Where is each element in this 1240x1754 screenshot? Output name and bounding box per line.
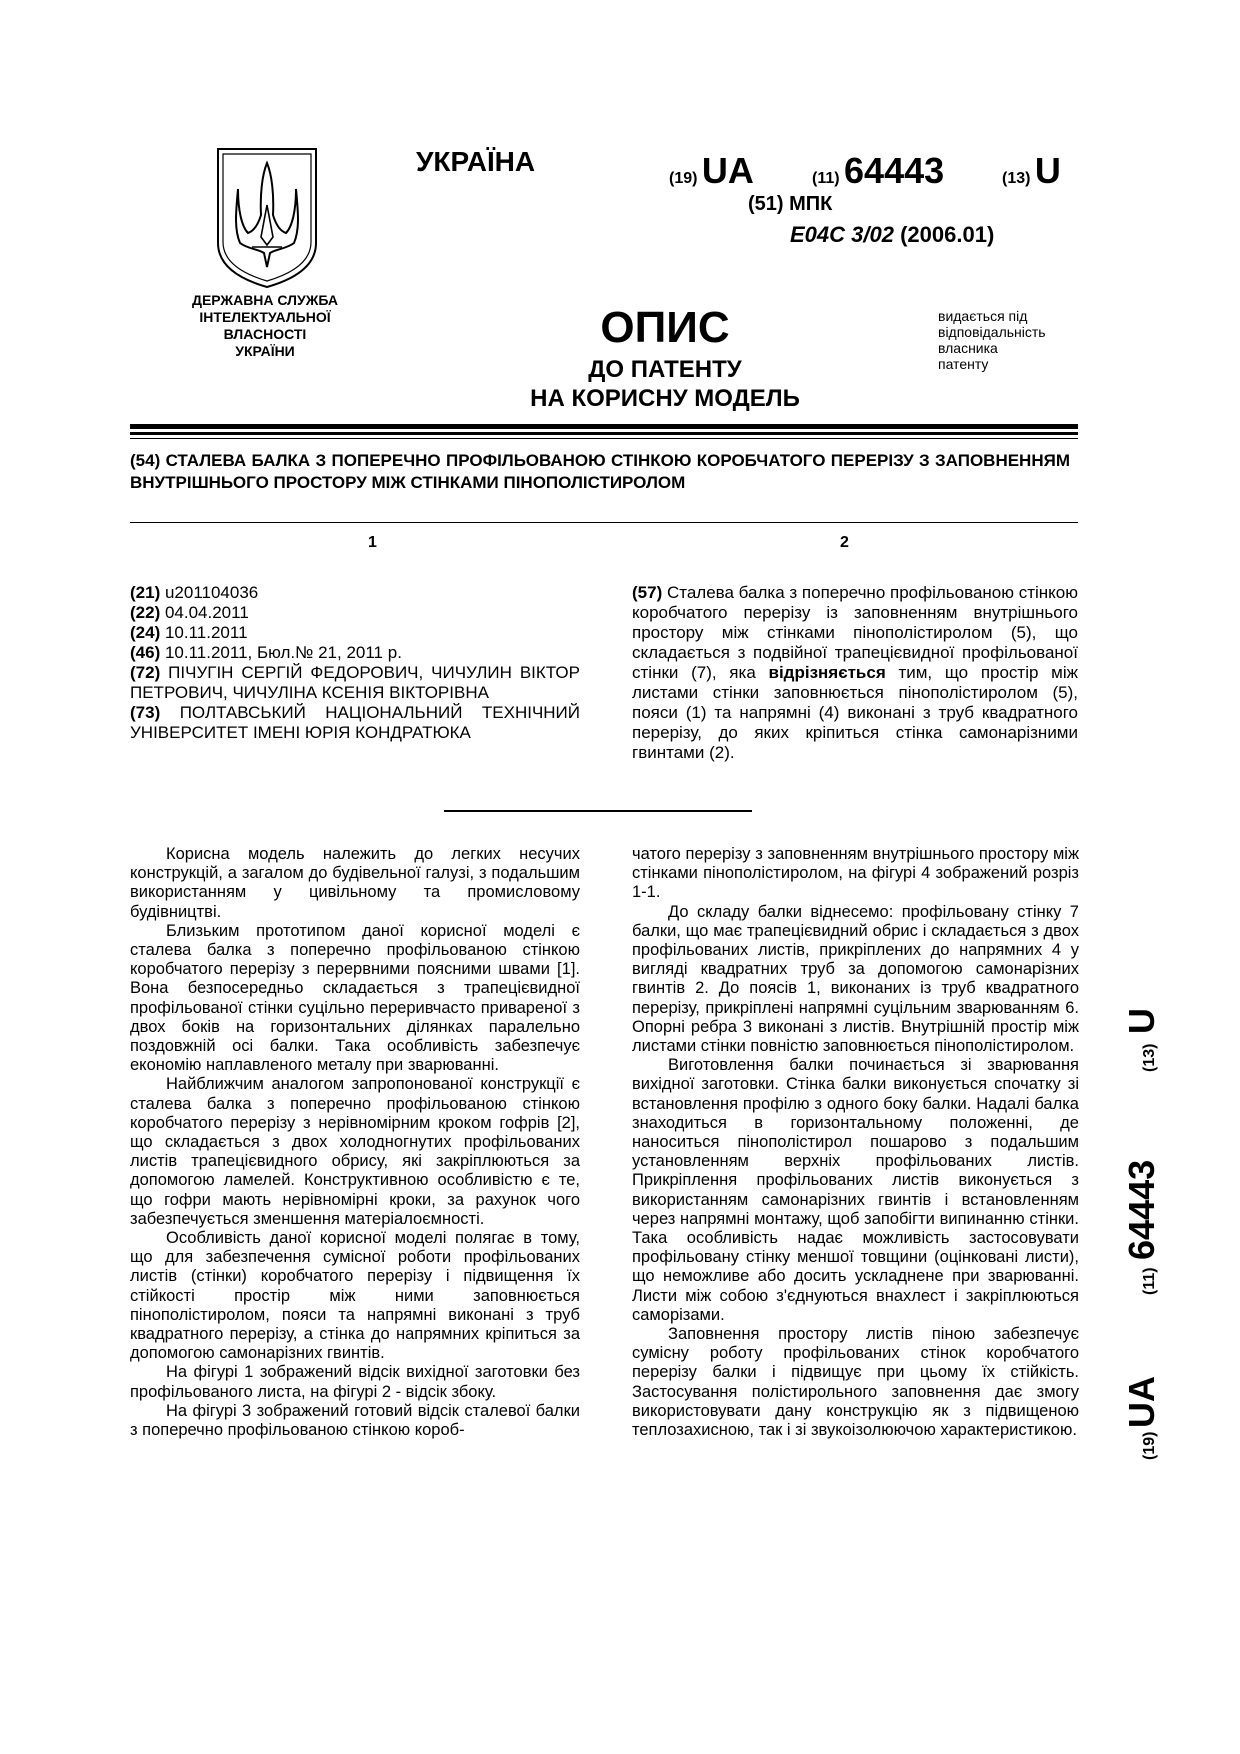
application-number: (21) u201104036 [130, 583, 259, 602]
header-rule-thin [130, 438, 1078, 439]
paragraph: Заповнення простору листів піною забезпечує сумісну роботу профільованих стінок коробчатого перерізу балки і підвищує при цьому їх стійкість. Застосування полістирольного заповнення дає змогу використовувати дану конструкцію як з підвищеною теплозахисною, так і зі звукоізолюючою характеристикою. [632, 1325, 1079, 1440]
document-title: ОПИС [600, 303, 730, 352]
side-patent-stamp [1110, 980, 1170, 1460]
country-code: (19) UA [669, 150, 754, 191]
invention-title: (54) СТАЛЕВА БАЛКА З ПОПЕРЕЧНО ПРОФІЛЬОВАНОЮ СТІНКОЮ КОРОБЧАТОГО ПЕРЕРІЗУ З ЗАПОВНЕННЯМ ВНУТРІШНЬОГО ПРОСТОРУ МІЖ СТІНКАМИ ПІНОПОЛІСТИРОЛОМ [130, 451, 1070, 492]
side-value-13: U [1121, 1008, 1162, 1034]
side-value-11: 64443 [1121, 1159, 1162, 1260]
paragraph: чатого перерізу з заповненням внутрішнього простору між стінками пінополістиролом, на фігурі 4 зображений розріз 1-1. [632, 845, 1079, 902]
paragraph: Корисна модель належить до легких несучих конструкцій, а загалом до будівельної галузі, з подальшим використанням у цивільному та промисловому будівництві. [130, 845, 580, 921]
country-name: УКРАЇНА [416, 146, 536, 177]
paragraph: Найближчим аналогом запропонованої конструкції є сталева балка з поперечно профільованою стінкою коробчатого перерізу з нерівномірним кроком гофрів [2], що складається з двох холодногнутих профільованих листів трапецієвидного обрису, які закріплюються за допомогою ламелей. Конструктивною особливістю є те, що гофри мають нерівномірні кроки, за рахунок чого забезпечується зменшення матеріалоємності. [130, 1075, 580, 1228]
header-rule-thick [130, 424, 1078, 429]
side-value-19: UA [1121, 1376, 1162, 1428]
inventors: (72) ПІЧУГІН СЕРГІЙ ФЕДОРОВИЧ, ЧИЧУЛИН ВІКТОР ПЕТРОВИЧ, ЧИЧУЛІНА КСЕНІЯ ВІКТОРІВНА [130, 663, 580, 702]
ipc-label: (51) МПК [748, 193, 833, 215]
claim-text: (57) Сталева балка з поперечно профільованою стінкою коробчатого перерізу із заповненням внутрішнього простору між стінками пінополістиролом (5), що складається з подвійної трапецієвидної профільованої стінки (7), яка відрізняється тим, що простір між листами стінки заповнюється пінополістиролом (5), пояси (1) та напрямні (4) виконані з труб квадратного перерізу, до яких кріпиться стінка самонарізними гвинтами (2). [632, 583, 1079, 762]
patent-number: (11) 64443 [812, 150, 945, 191]
title-rule [130, 522, 1078, 523]
paragraph: На фігурі 3 зображений готовий відсік сталевої балки з поперечно профільованою стінкою короб- [130, 1401, 580, 1440]
paragraph: Особливість даної корисної моделі полягає в тому, що для забезпечення сумісної роботи профільованих листів (стінки) коробчатого перерізу і підвищення їх стійкості простір між ними заповнюється пінополістиролом, пояси та напрямні виконані з труб квадратного перерізу, а стінка до напрямних кріпиться за допомогою самонарізних гвинтів. [130, 1229, 580, 1363]
header-rule-medium [130, 432, 1078, 435]
paragraph: На фігурі 1 зображений відсік вихідної заготовки без профільованого листа, на фігурі 2 - відсік збоку. [130, 1363, 580, 1401]
side-label-11: (11) [1141, 1267, 1158, 1295]
paragraph: До складу балки віднесемо: профільовану стінку 7 балки, що має трапецієвидний обрис і складається з двох профільованих листів, прикріплених до напрямних 4 у вигляді квадратних труб за допомогою самонарізних гвинтів 2. До поясів 1, виконаних із труб квадратного перерізу, прикріплені напрямні суцільним зварюванням 6. Опорні ребра 3 виконані з листів. Внутрішній простір між листами стінки повністю заповнюється пінополістиролом. [632, 902, 1079, 1056]
column-number-1: 1 [368, 534, 377, 551]
side-label-19: (19) [1141, 1431, 1158, 1460]
owner-responsibility-note: видається під відповідальність власника патенту [938, 308, 1046, 372]
agency-name: ДЕРЖАВНА СЛУЖБА ІНТЕЛЕКТУАЛЬНОЇ ВЛАСНОСТІ УКРАЇНИ [191, 292, 339, 359]
coat-of-arms-icon [214, 145, 320, 291]
effective-date: (24) 10.11.2011 [130, 623, 248, 642]
ipc-classification: E04C 3/02 (2006.01) [790, 222, 995, 247]
description-left-column [130, 845, 580, 1440]
patent-owner: (73) ПОЛТАВСЬКИЙ НАЦІОНАЛЬНИЙ ТЕХНІЧНИЙ УНІВЕРСИТЕТ ІМЕНІ ЮРІЯ КОНДРАТЮКА [130, 703, 580, 742]
document-kind: (13) U [1002, 150, 1061, 191]
section-divider [444, 810, 752, 812]
document-subtitle: ДО ПАТЕНТУ НА КОРИСНУ МОДЕЛЬ [530, 356, 800, 412]
bibliographic-data [130, 583, 580, 743]
paragraph: Виготовлення балки починається зі зварювання вихідної заготовки. Стінка балки виконується спочатку зі встановлення профілю з одного боку балки. Надалі балка знаходиться в горизонтальному положенні, де наноситься пінополістирол пошарово з подальшим установленням верхніх профільованих листів. Прикріплення профільованих листів виконується з використанням самонарізних гвинтів і встановленням через напрямні монтажу, щоб запобігти випинанню стінки. Така особливість надає можливість застосовувати профільовану стінку меншої товщини (оцінковані листи), що неможливе або досить ускладнене при зварюванні. Листи між собою з'єднуються внахлест і закріплюються саморізами. [632, 1056, 1079, 1324]
publication-date: (46) 10.11.2011, Бюл.№ 21, 2011 р. [130, 643, 402, 662]
filing-date: (22) 04.04.2011 [130, 603, 249, 622]
column-number-2: 2 [840, 534, 849, 551]
description-right-column [632, 845, 1079, 1440]
side-label-13: (13) [1141, 1043, 1158, 1072]
paragraph: Близьким прототипом даної корисної моделі є сталева балка з поперечно профільованою стінкою коробчатого перерізу з перервними поясними швами [1]. Вона безпосередньо складається з трапецієвидної профільованої стінки суцільно переривчасто привареної з двох боків на горизонтальних ділянках паралельно поздовжній осі балки. Така особливість забезпечує економію наплавленого металу при зварюванні. [130, 921, 580, 1075]
